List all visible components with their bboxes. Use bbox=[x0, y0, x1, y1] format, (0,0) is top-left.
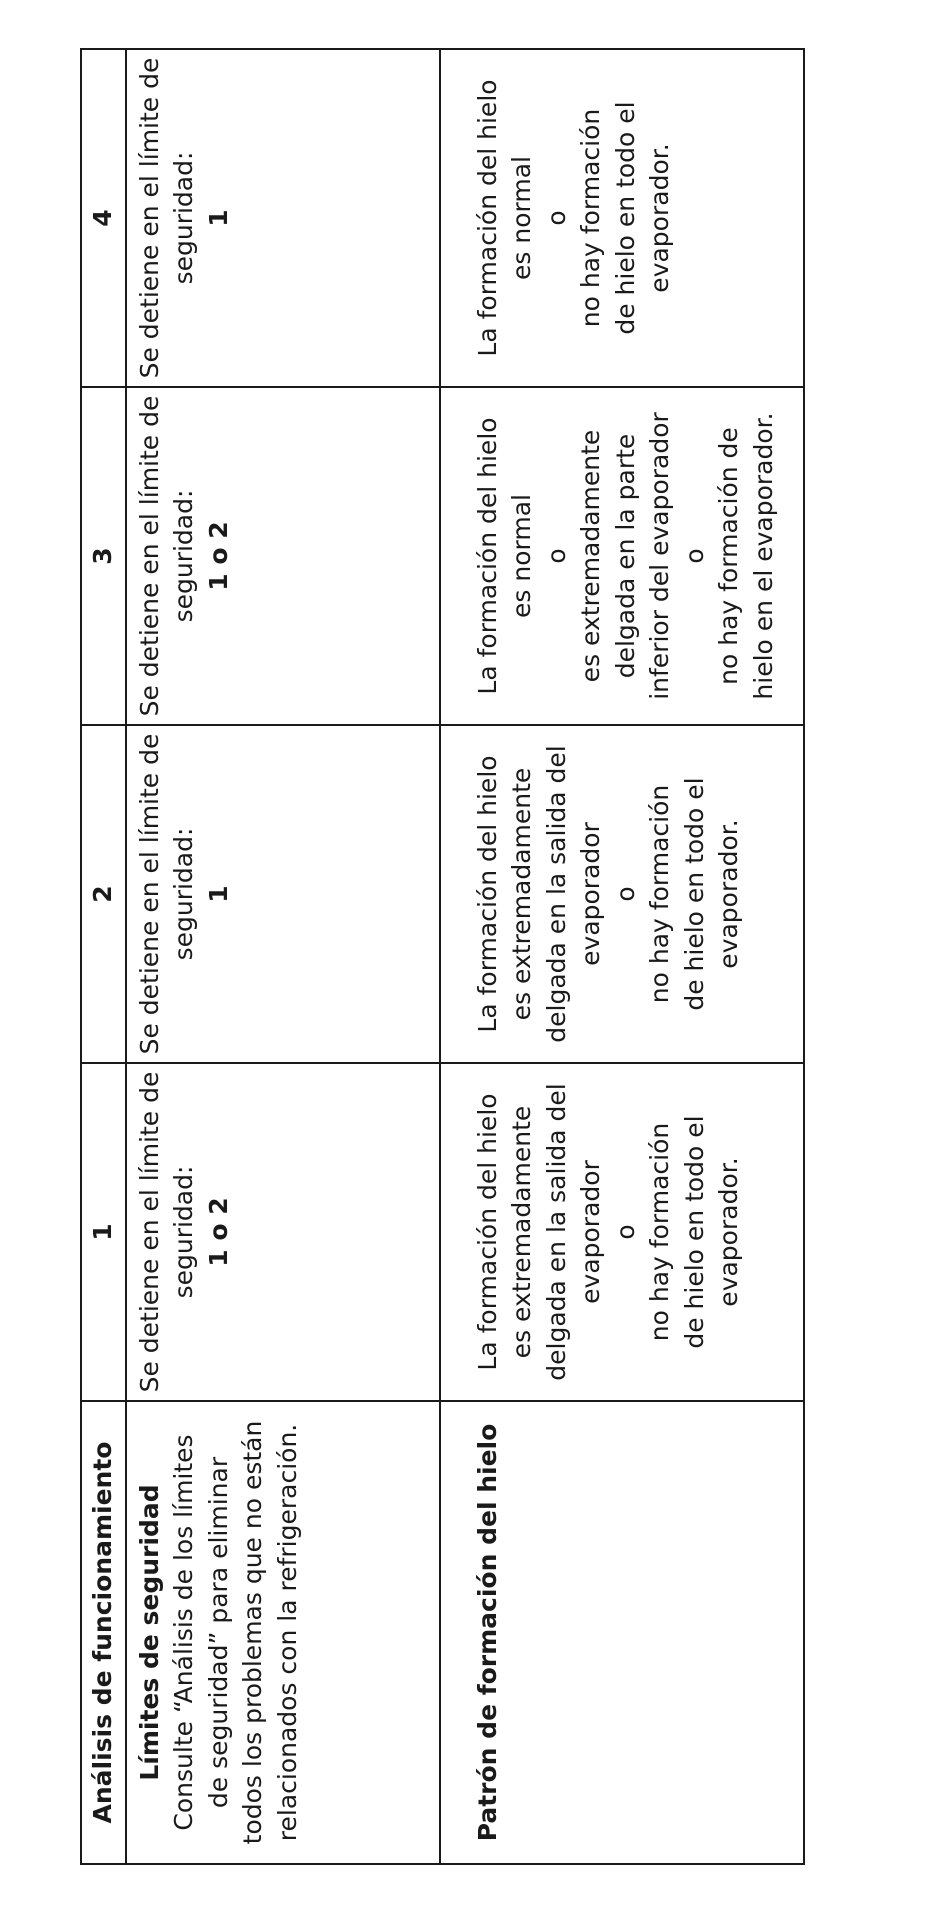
cell-text: de hielo en todo el bbox=[679, 1115, 709, 1349]
cell-text: no hay formación bbox=[645, 784, 674, 1004]
cell-text: evaporador. bbox=[714, 819, 743, 969]
rotated-table-wrapper bbox=[80, 50, 805, 1865]
table-cell bbox=[440, 1063, 805, 1401]
cell-text: evaporador. bbox=[645, 143, 674, 293]
row-label-ice-pattern bbox=[440, 1401, 805, 1864]
table-cell bbox=[126, 1063, 440, 1401]
table-row bbox=[126, 49, 440, 1864]
cell-text: La formación del hielo bbox=[472, 755, 502, 1033]
cell-text: seguridad: bbox=[169, 489, 198, 623]
cell-text: es normal bbox=[507, 156, 536, 280]
cell-text: es normal bbox=[507, 494, 536, 618]
cell-text: de hielo en todo el bbox=[610, 101, 640, 335]
cell-text: o bbox=[541, 548, 571, 564]
cell-text: seguridad: bbox=[169, 151, 198, 285]
cell-text: Se detiene en el límite de bbox=[134, 733, 164, 1055]
cell-text: o bbox=[610, 1224, 640, 1240]
cell-text: o bbox=[610, 886, 640, 902]
cell-text: La formación del hielo bbox=[472, 1093, 502, 1371]
cell-text: es extremadamente bbox=[507, 1105, 536, 1359]
cell-text: Se detiene en el límite de bbox=[134, 1071, 164, 1393]
cell-text: es extremadamente bbox=[576, 429, 605, 683]
cell-text: seguridad: bbox=[169, 827, 198, 961]
cell-text: inferior del evaporador bbox=[645, 412, 674, 700]
cell-text: no hay formación de bbox=[714, 427, 743, 685]
row-label-text: relacionados con la refrigeración. bbox=[272, 1423, 302, 1842]
cell-text: no hay formación bbox=[645, 1122, 674, 1342]
cell-text: hielo en el evaporador. bbox=[748, 412, 778, 700]
header-col-4: 4 bbox=[81, 49, 126, 387]
table-cell bbox=[440, 725, 805, 1063]
header-col-3: 3 bbox=[81, 387, 126, 725]
cell-text: delgada en la salida del bbox=[541, 1083, 571, 1381]
table-row bbox=[440, 49, 805, 1864]
cell-text: de hielo en todo el bbox=[679, 777, 709, 1011]
row-label-title: Límites de seguridad bbox=[134, 1484, 164, 1781]
row-label-safety-limits bbox=[126, 1401, 440, 1864]
cell-value: 1 bbox=[203, 885, 233, 903]
table-cell bbox=[440, 387, 805, 725]
table-cell bbox=[126, 387, 440, 725]
table-cell bbox=[126, 725, 440, 1063]
header-col-2: 2 bbox=[81, 725, 126, 1063]
cell-value: 1 o 2 bbox=[203, 1197, 233, 1267]
cell-text: delgada en la parte bbox=[610, 433, 640, 679]
table-cell bbox=[126, 49, 440, 387]
cell-value: 1 o 2 bbox=[203, 521, 233, 591]
row-label-text: todos los problemas que no están bbox=[238, 1420, 267, 1845]
header-row bbox=[81, 49, 126, 1864]
cell-text: o bbox=[679, 548, 709, 564]
cell-value: 1 bbox=[203, 209, 233, 227]
cell-text: Se detiene en el límite de bbox=[134, 395, 164, 717]
cell-text: Se detiene en el límite de bbox=[134, 57, 164, 379]
cell-text: o bbox=[541, 210, 571, 226]
row-label-text: de seguridad” para eliminar bbox=[203, 1456, 233, 1809]
cell-text: delgada en la salida del bbox=[541, 745, 571, 1043]
cell-text: La formación del hielo bbox=[472, 79, 502, 357]
cell-text: seguridad: bbox=[169, 1165, 198, 1299]
cell-text: evaporador bbox=[576, 1160, 605, 1304]
header-title: Análisis de funcionamiento bbox=[81, 1401, 126, 1864]
cell-text: La formación del hielo bbox=[472, 417, 502, 695]
row-label-title: Patrón de formación del hielo bbox=[472, 1423, 502, 1842]
cell-text: no hay formación bbox=[576, 108, 605, 328]
cell-text: es extremadamente bbox=[507, 767, 536, 1021]
header-col-1: 1 bbox=[81, 1063, 126, 1401]
cell-text: evaporador bbox=[576, 822, 605, 966]
row-label-text: Consulte “Análisis de los límites bbox=[169, 1434, 198, 1831]
table-cell bbox=[440, 49, 805, 387]
cell-text: evaporador. bbox=[714, 1157, 743, 1307]
analysis-table bbox=[80, 48, 805, 1865]
